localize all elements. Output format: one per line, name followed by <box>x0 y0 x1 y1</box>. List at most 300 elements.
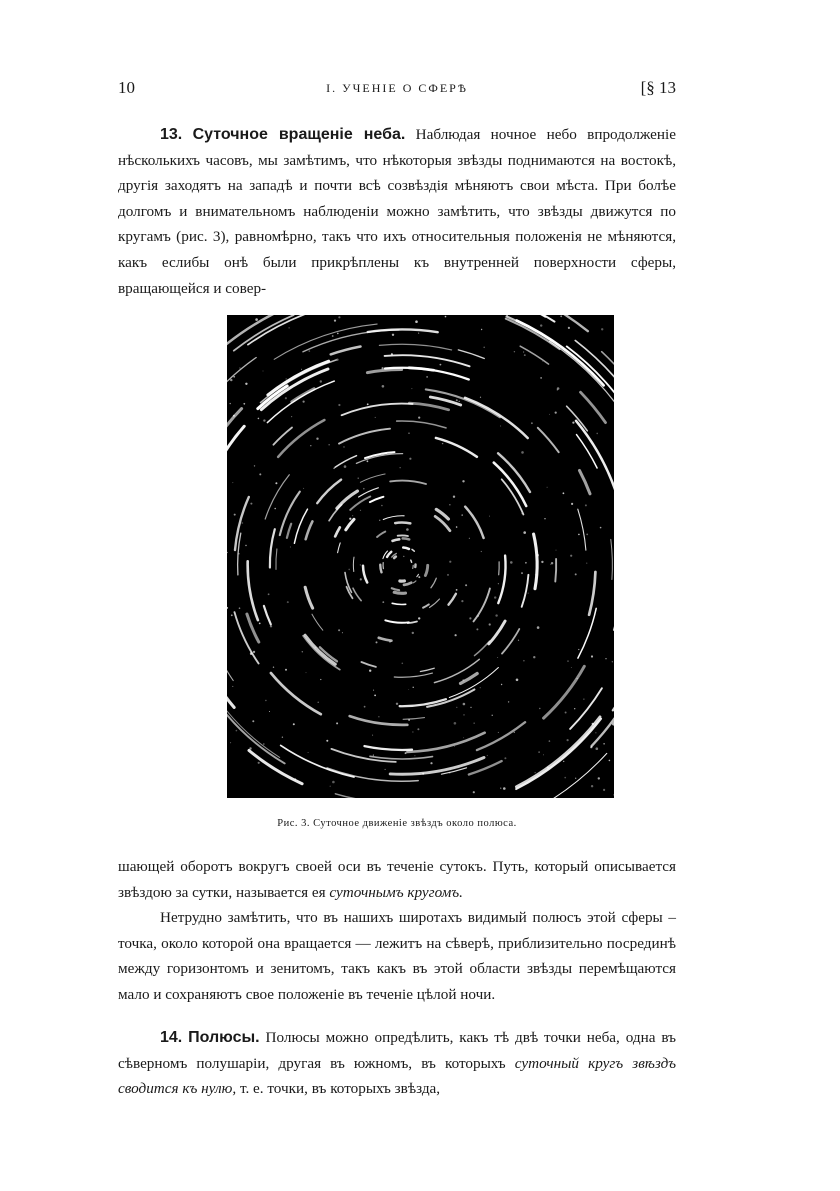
star-speck <box>442 443 443 444</box>
star-trail-arc <box>265 475 289 519</box>
star-trail-arc <box>287 524 291 538</box>
star-trail-arc <box>403 538 410 539</box>
star-speck <box>465 584 467 586</box>
star-speck <box>449 561 451 563</box>
star-speck <box>273 667 274 668</box>
section-13-paragraph-1 <box>118 122 676 301</box>
star-speck <box>518 640 519 641</box>
star-trail-arc <box>413 565 414 568</box>
star-speck <box>603 743 605 745</box>
section-13-text-part-1: Наблюдая ночное небо впродолженіе нѣсколькихъ часовъ, мы замѣтимъ, что нѣкоторыя звѣзды поднимаются на востокѣ, другія заходятъ на западѣ и почти всѣ созвѣздія мѣняютъ свои мѣста. При болѣе долгомъ и внимательномъ наблюденіи можно замѣтить, что звѣзды движутся по кругамъ (рис. 3), равномѣрно, такъ что ихъ относительныя положенія не мѣняются, какъ еслибы онѣ были прикрѣплены къ внутренней поверхности сферы, вращающейся и совер- <box>118 126 677 297</box>
star-speck <box>301 369 302 370</box>
section-14-text-a: Полюсы можно опредѣлить, какъ тѣ двѣ точки неба, одна въ сѣверномъ полушаріи, другая въ южномъ, въ которыхъ <box>118 1029 676 1072</box>
star-speck <box>514 732 515 733</box>
star-speck <box>463 737 464 738</box>
star-speck <box>309 350 311 352</box>
star-trail-arc <box>538 428 559 452</box>
star-speck <box>612 661 613 662</box>
star-speck <box>239 367 240 368</box>
star-speck <box>556 550 557 551</box>
star-trail-arc <box>426 389 500 417</box>
star-speck <box>349 518 351 520</box>
star-speck <box>449 772 451 774</box>
star-speck <box>463 703 466 706</box>
star-speck <box>535 574 537 576</box>
star-speck <box>507 315 508 316</box>
star-speck <box>389 641 391 643</box>
star-speck <box>294 778 296 780</box>
star-trail-arc <box>390 481 426 484</box>
star-speck <box>456 399 458 401</box>
star-speck <box>539 708 540 709</box>
star-trail-arc <box>317 480 341 504</box>
star-speck <box>403 556 404 557</box>
star-trail-arc <box>502 629 519 654</box>
star-speck <box>243 403 245 405</box>
star-trail-arc <box>350 497 370 510</box>
star-speck <box>578 534 580 536</box>
star-speck <box>600 527 602 529</box>
star-trail-arc <box>576 421 614 490</box>
star-speck <box>570 555 572 557</box>
star-trail-arc <box>361 662 376 667</box>
star-speck <box>571 503 573 505</box>
section-14-title: Полюсы. <box>188 1029 260 1046</box>
star-speck <box>250 652 253 655</box>
star-speck <box>523 531 526 534</box>
star-speck <box>418 576 420 578</box>
star-speck <box>549 414 550 415</box>
star-speck <box>263 743 265 745</box>
star-speck <box>536 554 539 557</box>
star-speck <box>408 689 409 690</box>
running-title: I. УЧЕНІЕ О СФЕРѢ <box>326 81 468 95</box>
star-speck <box>535 772 536 773</box>
star-speck <box>567 739 569 741</box>
star-speck <box>523 660 525 662</box>
star-speck <box>363 488 365 490</box>
star-trail-arc <box>305 635 335 664</box>
star-speck <box>462 679 464 681</box>
star-speck <box>503 787 506 790</box>
star-speck <box>234 514 236 516</box>
star-speck <box>310 445 311 446</box>
star-speck <box>521 451 524 454</box>
star-speck <box>348 569 350 571</box>
star-speck <box>575 778 576 779</box>
star-trail-arc <box>268 361 329 395</box>
star-trail-arc <box>387 552 391 557</box>
star-trail-arc <box>335 794 364 798</box>
star-speck <box>603 789 605 791</box>
star-speck <box>230 403 231 404</box>
star-speck <box>521 513 522 514</box>
star-trail-arc <box>346 519 354 530</box>
star-speck <box>516 679 519 682</box>
star-trail-arc <box>409 403 448 410</box>
star-speck <box>547 767 549 769</box>
star-speck <box>274 508 276 510</box>
star-trail-arc <box>390 758 484 775</box>
star-trail-arc <box>451 315 554 322</box>
star-speck <box>265 700 266 701</box>
star-speck <box>245 545 246 546</box>
star-speck <box>253 651 255 653</box>
star-speck <box>564 777 566 779</box>
star-speck <box>533 656 535 658</box>
star-trail-arc <box>580 471 591 494</box>
star-speck <box>336 722 338 724</box>
section-reference: [§ 13 <box>640 78 676 97</box>
section-14-text-b: т. е. точки, въ которыхъ звѣзда, <box>239 1080 441 1098</box>
star-speck <box>461 600 463 602</box>
star-speck <box>239 607 241 609</box>
star-trail-arc <box>379 344 451 350</box>
star-trail-arc <box>227 618 233 681</box>
star-speck <box>360 564 361 565</box>
star-speck <box>413 687 414 688</box>
star-speck <box>259 473 261 475</box>
star-speck <box>344 465 347 468</box>
star-speck <box>462 480 464 482</box>
star-speck <box>337 333 339 335</box>
star-speck <box>303 401 305 403</box>
star-speck <box>259 623 261 625</box>
figure-caption: Рис. 3. Суточное движеніе звѣздъ около полюса. <box>277 818 517 829</box>
star-speck <box>332 335 334 337</box>
star-speck <box>585 504 587 506</box>
star-speck <box>320 679 321 680</box>
star-speck <box>445 316 447 318</box>
star-speck <box>560 315 562 317</box>
star-speck <box>501 684 502 685</box>
star-speck <box>285 397 287 399</box>
star-speck <box>315 647 317 649</box>
star-trail-arc <box>408 733 485 752</box>
star-speck <box>495 614 497 616</box>
star-speck <box>373 755 374 756</box>
star-speck <box>558 345 559 346</box>
star-trail-arc <box>465 507 483 538</box>
star-speck <box>233 415 235 417</box>
star-speck <box>541 561 543 563</box>
star-trail-arc <box>503 315 545 317</box>
term-daily-circle: суточнымъ кругомъ. <box>329 883 463 901</box>
star-trail-arc <box>305 587 312 608</box>
star-trail-arc <box>273 428 292 445</box>
star-speck <box>289 327 290 328</box>
star-speck <box>592 723 594 725</box>
page-header <box>118 78 676 104</box>
star-trail-arc <box>395 523 410 524</box>
star-speck <box>302 651 303 652</box>
star-speck <box>494 596 496 598</box>
star-speck <box>382 385 385 388</box>
star-speck <box>498 732 499 733</box>
star-speck <box>574 708 575 709</box>
star-trail-arc <box>578 509 586 550</box>
star-speck <box>291 416 292 417</box>
star-trail-arc <box>338 543 341 553</box>
star-speck <box>333 468 335 470</box>
star-speck <box>249 747 251 749</box>
star-trail-arc <box>436 438 477 457</box>
star-speck <box>418 417 420 419</box>
star-speck <box>415 320 418 323</box>
star-trail-arc <box>339 429 390 444</box>
star-trail-arc <box>306 521 313 539</box>
star-speck <box>250 503 252 505</box>
star-speck <box>364 706 366 708</box>
star-speck <box>609 760 611 762</box>
star-trail-arc <box>353 557 354 571</box>
star-speck <box>270 625 272 627</box>
section-13-paragraph-1-continued <box>118 854 676 905</box>
star-trails-illustration <box>227 315 614 798</box>
section-13-paragraph-2: Нетрудно замѣтить, что въ нашихъ широтахъ видимый полюсъ этой сферы – точка, около которой она вращается — лежитъ на сѣверѣ, приблизительно посрединѣ между горизонтомъ и зенитомъ, такъ какъ въ этой области звѣзды перемѣщаются мало и сохраняютъ свое положеніе въ теченіе цѣлой ночи. <box>118 909 676 1003</box>
page-number: 10 <box>118 78 135 97</box>
star-speck <box>605 658 606 659</box>
star-trail-arc <box>342 404 413 416</box>
star-speck <box>469 617 471 619</box>
star-trail-arc <box>276 549 277 570</box>
star-trail-arc <box>367 370 401 373</box>
star-speck <box>372 735 373 736</box>
star-speck <box>406 528 409 531</box>
star-speck <box>255 318 258 321</box>
star-trail-arc <box>458 350 484 359</box>
star-speck <box>230 742 231 743</box>
star-trail-arc <box>261 369 328 410</box>
star-speck <box>408 719 410 721</box>
star-speck <box>263 419 265 421</box>
star-trail-arc <box>578 608 596 658</box>
section-14-paragraph <box>118 1025 676 1102</box>
star-speck <box>342 632 343 633</box>
star-speck <box>583 699 584 700</box>
star-speck <box>591 785 593 787</box>
star-trail-arc <box>434 659 479 682</box>
star-speck <box>540 324 542 326</box>
star-trail-arc <box>392 588 399 590</box>
star-speck <box>492 715 493 716</box>
star-trail-arc <box>425 565 427 575</box>
star-speck <box>586 563 587 564</box>
star-trail-arc <box>431 578 436 588</box>
star-speck <box>418 333 419 334</box>
star-speck <box>352 515 353 516</box>
star-speck <box>252 720 254 722</box>
star-speck <box>480 397 481 398</box>
star-trail-arc <box>359 488 379 497</box>
star-trail-arc <box>469 761 502 774</box>
star-speck <box>378 716 379 717</box>
star-speck <box>402 663 404 665</box>
star-speck <box>258 762 260 764</box>
star-speck <box>369 670 371 672</box>
star-speck <box>376 641 378 643</box>
star-speck <box>382 601 384 603</box>
star-trail-arc <box>494 463 526 506</box>
star-trail-arc <box>331 347 361 355</box>
star-speck <box>543 755 544 756</box>
star-speck <box>542 361 543 362</box>
star-speck <box>306 672 307 673</box>
star-speck <box>578 649 579 650</box>
star-trail-arc <box>403 718 424 720</box>
star-speck <box>381 505 383 507</box>
star-speck <box>286 378 287 379</box>
star-speck <box>510 561 513 564</box>
star-trail-arc <box>516 717 600 787</box>
star-speck <box>236 730 238 732</box>
star-speck <box>598 777 600 779</box>
star-speck <box>498 583 499 584</box>
star-speck <box>396 703 398 705</box>
star-trail-arc <box>363 566 367 583</box>
star-trail-arc <box>379 638 392 641</box>
star-trail-arc <box>404 583 411 585</box>
star-speck <box>343 446 344 447</box>
star-speck <box>474 723 475 724</box>
star-trail-arc <box>430 397 460 405</box>
star-speck <box>233 376 235 378</box>
star-trail-arc <box>507 317 553 342</box>
star-trail-arc <box>611 539 613 579</box>
star-speck <box>367 460 369 462</box>
star-trail-arc <box>249 751 302 784</box>
star-speck <box>454 746 455 747</box>
star-trail-arc <box>385 620 409 622</box>
star-speck <box>483 347 485 349</box>
star-speck <box>417 728 419 730</box>
star-trails-photo <box>227 315 614 798</box>
section-13-title: Суточное вращеніе неба. <box>192 126 406 143</box>
star-speck <box>382 367 384 369</box>
star-speck <box>550 564 551 565</box>
star-trail-arc <box>227 426 244 503</box>
star-speck <box>405 752 407 754</box>
star-trail-arc <box>365 746 413 750</box>
star-trail-arc <box>394 673 432 677</box>
star-trail-arc <box>335 456 356 468</box>
star-trail-arc <box>411 560 412 562</box>
star-speck <box>456 526 458 528</box>
star-trail-arc <box>370 497 384 502</box>
star-speck <box>360 510 361 511</box>
star-speck <box>329 444 330 445</box>
star-speck <box>596 747 599 750</box>
star-speck <box>565 712 567 714</box>
star-trail-arc <box>392 603 406 604</box>
section-14-term: суточный кругъ звѣздъ сводится къ нулю, <box>118 1054 677 1098</box>
star-speck <box>422 773 424 775</box>
star-speck <box>521 572 523 574</box>
star-speck <box>316 438 318 440</box>
star-speck <box>481 551 482 552</box>
star-speck <box>595 732 596 733</box>
star-speck <box>563 761 564 762</box>
star-trail-arc <box>397 421 446 428</box>
star-speck <box>531 422 533 424</box>
star-speck <box>318 702 319 703</box>
star-trail-arc <box>489 621 505 644</box>
star-trail-arc <box>474 589 490 622</box>
star-speck <box>456 589 458 591</box>
star-speck <box>453 496 455 498</box>
star-speck <box>473 791 475 793</box>
star-speck <box>469 538 470 539</box>
star-speck <box>508 701 509 702</box>
star-speck <box>241 522 243 524</box>
star-trail-arc <box>420 668 434 671</box>
star-speck <box>463 714 464 715</box>
star-speck <box>408 433 409 434</box>
star-speck <box>412 632 414 634</box>
section-14-number: 14. <box>160 1029 183 1046</box>
star-speck <box>268 593 270 595</box>
star-trail-arc <box>602 352 614 461</box>
star-speck <box>379 520 380 521</box>
star-trail-arc <box>613 648 614 711</box>
star-speck <box>555 412 557 414</box>
star-trail-arc <box>292 389 314 402</box>
star-trail-arc <box>461 674 478 684</box>
star-trail-arc <box>335 527 340 536</box>
star-speck <box>575 573 577 575</box>
star-trail-arc <box>567 406 588 431</box>
star-trail-arc <box>377 532 385 537</box>
star-trail-arc <box>413 581 416 583</box>
star-trail-arc <box>423 604 429 607</box>
star-speck <box>455 634 457 636</box>
star-speck <box>285 669 287 671</box>
star-speck <box>334 320 336 322</box>
star-speck <box>590 746 592 748</box>
star-trail-arc <box>227 358 256 428</box>
star-trail-arc <box>534 534 538 589</box>
star-speck <box>456 707 457 708</box>
star-trail-arc <box>394 592 405 593</box>
star-speck <box>275 482 277 484</box>
star-speck <box>426 376 428 378</box>
star-speck <box>338 404 340 406</box>
star-speck <box>230 379 232 381</box>
star-speck <box>537 626 540 629</box>
star-trail-arc <box>398 535 408 536</box>
star-speck <box>373 690 374 691</box>
star-speck <box>227 607 228 609</box>
star-speck <box>449 504 450 505</box>
star-trail-arc <box>522 575 529 607</box>
star-speck <box>400 467 401 468</box>
star-speck <box>338 316 340 318</box>
star-speck <box>549 740 551 742</box>
star-trail-arc <box>353 588 361 601</box>
star-speck <box>514 351 515 352</box>
star-trail-arc <box>394 557 396 558</box>
star-trail-arc <box>385 355 470 366</box>
star-speck <box>308 752 309 753</box>
star-speck <box>418 617 420 619</box>
star-trail-arc <box>312 614 323 630</box>
star-trail-arc <box>248 561 258 620</box>
star-trail-arc <box>544 666 585 718</box>
star-speck <box>504 757 506 759</box>
star-speck <box>528 593 529 594</box>
star-trail-arc <box>368 329 438 332</box>
star-speck <box>524 354 526 356</box>
